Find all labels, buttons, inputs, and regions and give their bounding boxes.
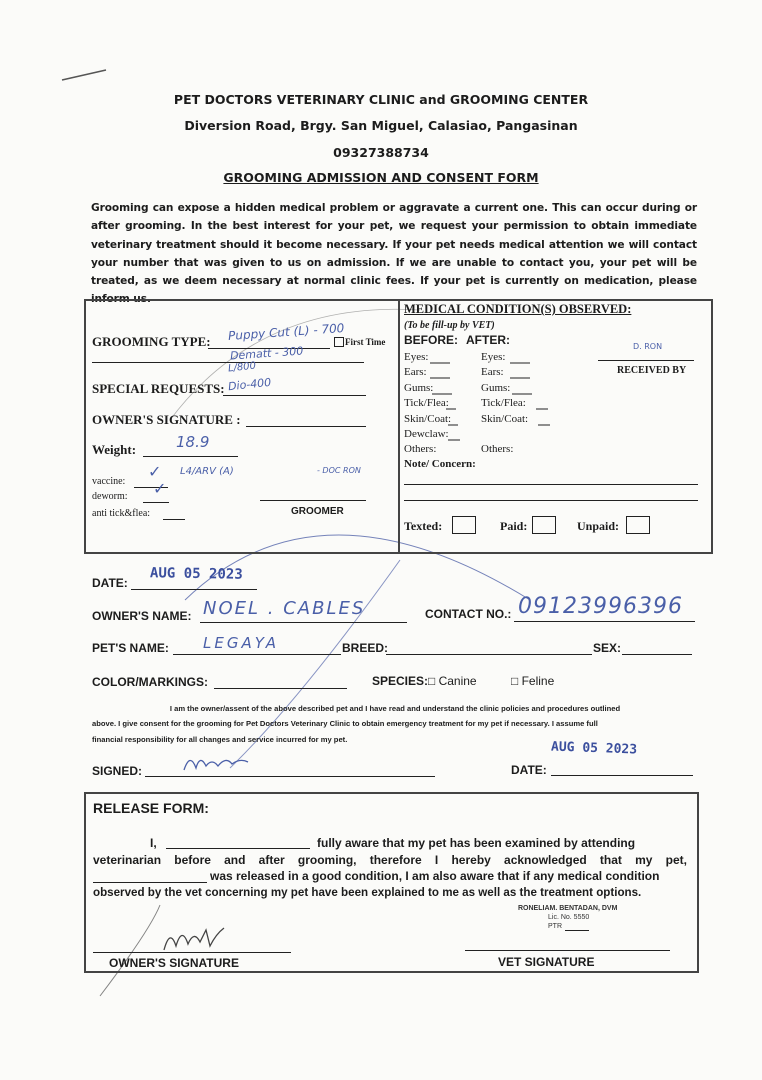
breed-line[interactable]	[386, 654, 592, 655]
after-label: AFTER:	[466, 333, 510, 347]
owner-signature-line	[246, 426, 366, 427]
special-requests-value2[interactable]: Dio-400	[227, 375, 272, 394]
owner-release-signature[interactable]	[160, 924, 230, 954]
owner-name-line	[200, 622, 407, 623]
groomer-name[interactable]: - DOC RON	[317, 466, 361, 475]
contact-line	[514, 621, 695, 622]
color-markings-label: COLOR/MARKINGS:	[92, 675, 208, 689]
after-item: Skin/Coat:	[481, 413, 529, 425]
vaccine-note[interactable]: L4/ARV (A)	[180, 466, 234, 477]
received-by-label: RECEIVED BY	[617, 365, 687, 376]
date-label: DATE:	[92, 576, 128, 590]
signed-line	[145, 776, 435, 777]
paid-label: Paid:	[500, 519, 528, 533]
intro-paragraph: Grooming can expose a hidden medical problem or aggravate a current one. This can occur during or after grooming. In the best interest for your pet, we request your permission to obtain immediate veterinary treatment should it become necessary. If your pet needs medical attention we will contact your number that was given to us on admission. If we are unable to contact you, your pet will be treated, as we deem necessary at normal clinic fees. If your pet is currently on medication, please inform us.	[91, 202, 697, 306]
grooming-type-value2[interactable]: Dematt - 300	[229, 344, 304, 363]
vet-sig-label: VET SIGNATURE	[498, 955, 595, 969]
weight-value[interactable]: 18.9	[176, 433, 210, 451]
pet-name-line	[173, 654, 341, 655]
medical-title: MEDICAL CONDITION(S) OBSERVED:	[404, 302, 632, 316]
grooming-type-label: GROOMING TYPE:	[92, 334, 211, 349]
clinic-phone: 09327388734	[333, 145, 429, 160]
before-item: Dewclaw:	[404, 428, 449, 440]
note-line-1[interactable]	[404, 484, 698, 485]
release-title: RELEASE FORM:	[93, 800, 209, 816]
release-line-2: veterinarian before and after grooming, therefore I hereby acknowledged that my pet,	[93, 853, 687, 867]
groomer-line	[260, 500, 366, 501]
before-item: Tick/Flea:	[404, 397, 449, 409]
signed-label: SIGNED:	[92, 764, 143, 778]
note-line-2[interactable]	[404, 500, 698, 501]
tick-flea-label: anti tick&flea:	[92, 508, 151, 519]
vaccine-label: vaccine:	[92, 476, 126, 487]
first-time-label: First Time	[345, 337, 386, 347]
owner-name-value[interactable]: NOEL . CABLES	[203, 598, 366, 619]
release-pet-line[interactable]	[93, 882, 207, 883]
received-by-value[interactable]: D. RON	[633, 342, 663, 351]
before-item: Gums:	[404, 382, 434, 394]
release-line-4: observed by the vet concerning my pet have been explained to me as well as the treatment options.	[93, 886, 642, 899]
before-label: BEFORE:	[404, 333, 458, 347]
deworm-check[interactable]: ✓	[153, 479, 167, 498]
owner-release-sig-line	[93, 952, 291, 953]
first-time-checkbox[interactable]	[334, 337, 344, 347]
weight-label: Weight:	[92, 442, 137, 457]
medical-subtitle: (To be fill-up by VET)	[404, 320, 495, 331]
after-item: Ears:	[481, 366, 504, 378]
clinic-name: PET DOCTORS VETERINARY CLINIC and GROOMING CENTER	[173, 92, 589, 107]
vet-sig-line	[465, 950, 670, 951]
form-title: GROOMING ADMISSION AND CONSENT FORM	[223, 170, 539, 185]
groomer-label: GROOMER	[291, 506, 344, 517]
after-item: Others:	[481, 443, 514, 455]
unpaid-label: Unpaid:	[577, 519, 620, 533]
special-requests-label: SPECIAL REQUESTS:	[92, 381, 225, 396]
box-divider	[398, 301, 400, 552]
received-by-line	[598, 360, 694, 361]
pet-name-label: PET'S NAME:	[92, 641, 169, 655]
consent-text-3: financial responsibility for all changes and service incurred for my pet.	[92, 735, 348, 744]
consent-date-line	[551, 775, 693, 776]
release-i: I,	[150, 836, 157, 850]
species-feline-option[interactable]: □ Feline	[511, 674, 555, 688]
texted-checkbox[interactable]	[452, 516, 476, 534]
vet-stamp-lic: Lic. No. 5550	[548, 914, 590, 921]
sex-label: SEX:	[593, 641, 622, 655]
vet-stamp-ptr: PTR	[548, 923, 562, 930]
contact-label: CONTACT NO.:	[425, 607, 512, 621]
after-item: Eyes:	[481, 351, 506, 363]
before-item: Ears:	[404, 366, 427, 378]
release-line-3: was released in a good condition, I am also aware that if any medical condition	[210, 869, 660, 883]
color-markings-line[interactable]	[214, 688, 347, 689]
owner-release-sig-label: OWNER'S SIGNATURE	[109, 956, 239, 970]
weight-line	[143, 456, 238, 457]
consent-text-1: I am the owner/assent of the above described pet and I have read and understand the clinic policies and procedures outlined	[169, 704, 621, 713]
date-stamp[interactable]: AUG 05 2023	[149, 565, 243, 583]
vaccine-check[interactable]: ✓	[148, 462, 162, 481]
tick-flea-line	[163, 519, 185, 520]
date-line	[131, 589, 257, 590]
special-requests-value1[interactable]: L/800	[227, 360, 257, 375]
vet-ptr-line	[565, 930, 589, 931]
special-requests-line	[223, 395, 366, 396]
deworm-line	[143, 502, 169, 503]
species-canine-option[interactable]: □ Canine	[428, 674, 477, 688]
before-item: Eyes:	[404, 351, 429, 363]
owner-signature-drawing[interactable]	[182, 750, 262, 776]
release-line-1: fully aware that my pet has been examined by attending	[317, 836, 636, 850]
unpaid-checkbox[interactable]	[626, 516, 650, 534]
texted-label: Texted:	[404, 519, 443, 533]
consent-text-2: above. I give consent for the grooming for Pet Doctors Veterinary Clinic to obtain emergency treatment for my pet if necessary. I assume full	[92, 719, 598, 728]
before-item: Others:	[404, 443, 437, 455]
grooming-type-value1[interactable]: Puppy Cut (L) - 700	[227, 320, 345, 344]
owner-name-label: OWNER'S NAME:	[92, 609, 192, 623]
vet-stamp-name: RONELIAM. BENTADAN, DVM	[518, 905, 618, 912]
paid-checkbox[interactable]	[532, 516, 556, 534]
clinic-address: Diversion Road, Brgy. San Miguel, Calasiao, Pangasinan	[184, 118, 578, 133]
after-item: Tick/Flea:	[481, 397, 526, 409]
contact-value[interactable]: 09123996396	[518, 594, 683, 619]
breed-label: BREED:	[342, 641, 389, 655]
release-name-line[interactable]	[166, 848, 310, 849]
sex-line[interactable]	[622, 654, 692, 655]
note-label: Note/ Concern:	[404, 458, 476, 470]
medical-blank-lines	[430, 355, 570, 455]
consent-date-label: DATE:	[511, 763, 547, 777]
consent-date-stamp[interactable]: AUG 05 2023	[550, 739, 638, 758]
deworm-label: deworm:	[92, 491, 128, 502]
owner-signature-label: OWNER'S SIGNATURE :	[92, 412, 241, 427]
pet-name-value[interactable]: LEGAYA	[203, 634, 279, 652]
after-item: Gums:	[481, 382, 511, 394]
before-item: Skin/Coat:	[404, 413, 452, 425]
species-label: SPECIES:	[372, 674, 429, 688]
